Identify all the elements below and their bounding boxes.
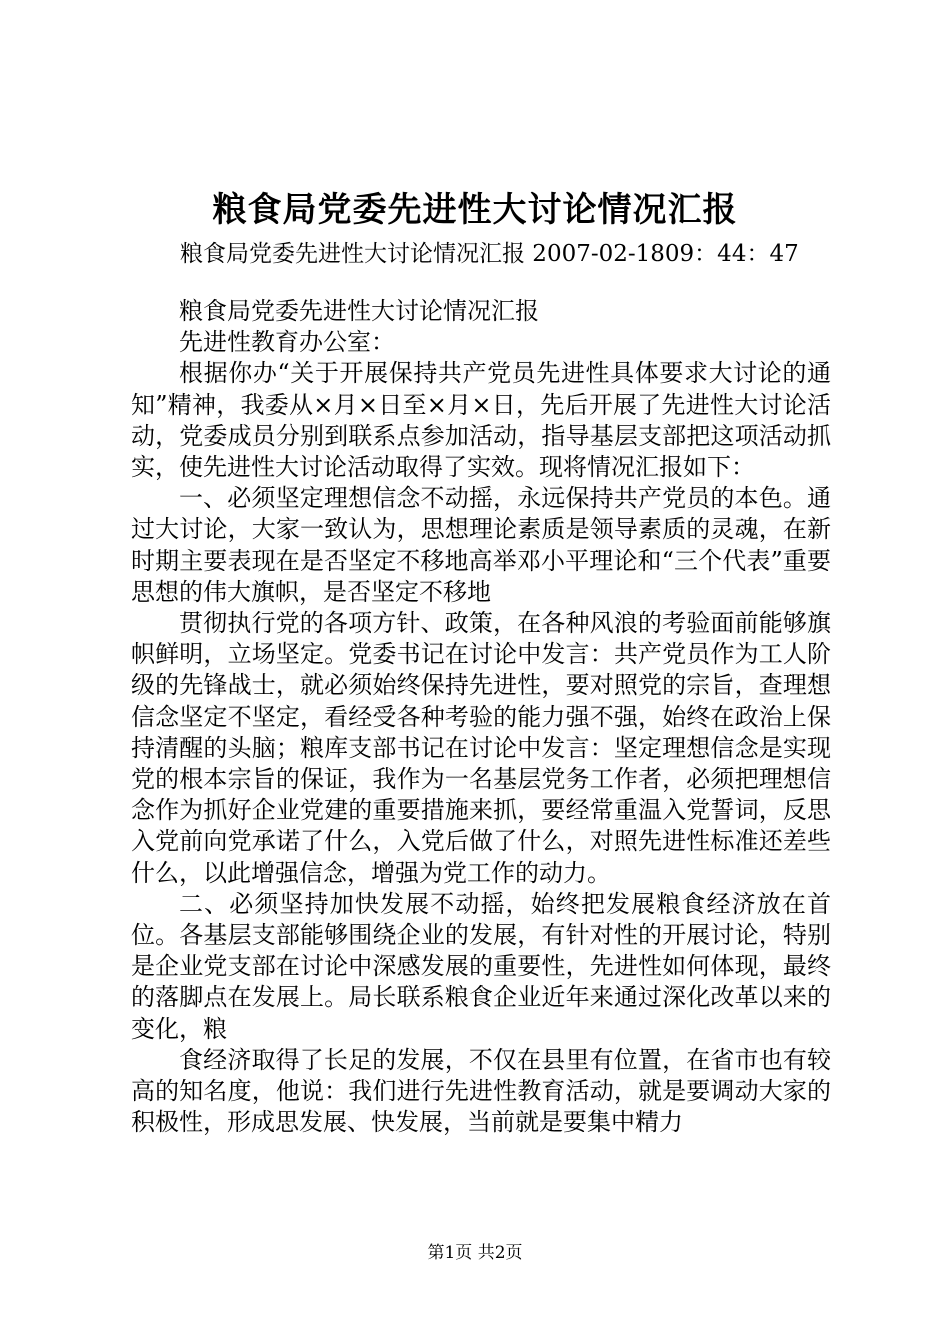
paragraph-section-one: 一、必须坚定理想信念不动摇，永远保持共产党员的本色。通过大讨论，大家一致认为，思想理论素质是领导素质的灵魂，在新时期主要表现在是否坚定不移地高举邓小平理论和“三个代表”重要思想的伟大旗帜，是否坚定不移地	[131, 484, 831, 606]
document-title: 粮食局党委先进性大讨论情况汇报	[212, 190, 738, 230]
paragraph-section-two-cont: 食经济取得了长足的发展，不仅在县里有位置，在省市也有较高的知名度，他说：我们进行先进性教育活动，就是要调动大家的积极性，形成思发展、快发展，当前就是要集中精力	[131, 1045, 831, 1137]
paragraph-section-two: 二、必须坚持加快发展不动摇，始终把发展粮食经济放在首位。各基层支部能够围绕企业的发展，有针对性的开展讨论，特别是企业党支部在讨论中深感发展的重要性，先进性如何体现，最终的落脚点在发展上。局长联系粮食企业近年来通过深化改革以来的变化，粮	[131, 889, 831, 1043]
paragraph-addressee: 先进性教育办公室：	[179, 328, 395, 357]
document-subtitle: 粮食局党委先进性大讨论情况汇报 2007-02-1809：44：47	[180, 241, 799, 267]
document-body	[131, 296, 831, 1138]
paragraph-intro: 根据你办“关于开展保持共产党员先进性具体要求大讨论的通知”精神，我委从×月×日至×月×日，先后开展了先进性大讨论活动，党委成员分别到联系点参加活动，指导基层支部把这项活动抓实，使先进性大讨论活动取得了实效。现将情况汇报如下：	[131, 359, 831, 482]
page-number: 第1页 共2页	[427, 1243, 523, 1263]
paragraph-section-one-cont: 贯彻执行党的各项方针、政策，在各种风浪的考验面前能够旗帜鲜明，立场坚定。党委书记在讨论中发言：共产党员作为工人阶级的先锋战士，就必须始终保持先进性，要对照党的宗旨，查理想信念坚定不坚定，看经受各种考验的能力强不强，始终在政治上保持清醒的头脑；粮库支部书记在讨论中发言：坚定理想信念是实现党的根本宗旨的保证，我作为一名基层党务工作者，必须把理想信念作为抓好企业党建的重要措施来抓，要经常重温入党誓词，反思入党前向党承诺了什么，入党后做了什么，对照先进性标准还差些什么，以此增强信念，增强为党工作的动力。	[131, 609, 831, 887]
paragraph-heading: 粮食局党委先进性大讨论情况汇报	[179, 297, 539, 325]
